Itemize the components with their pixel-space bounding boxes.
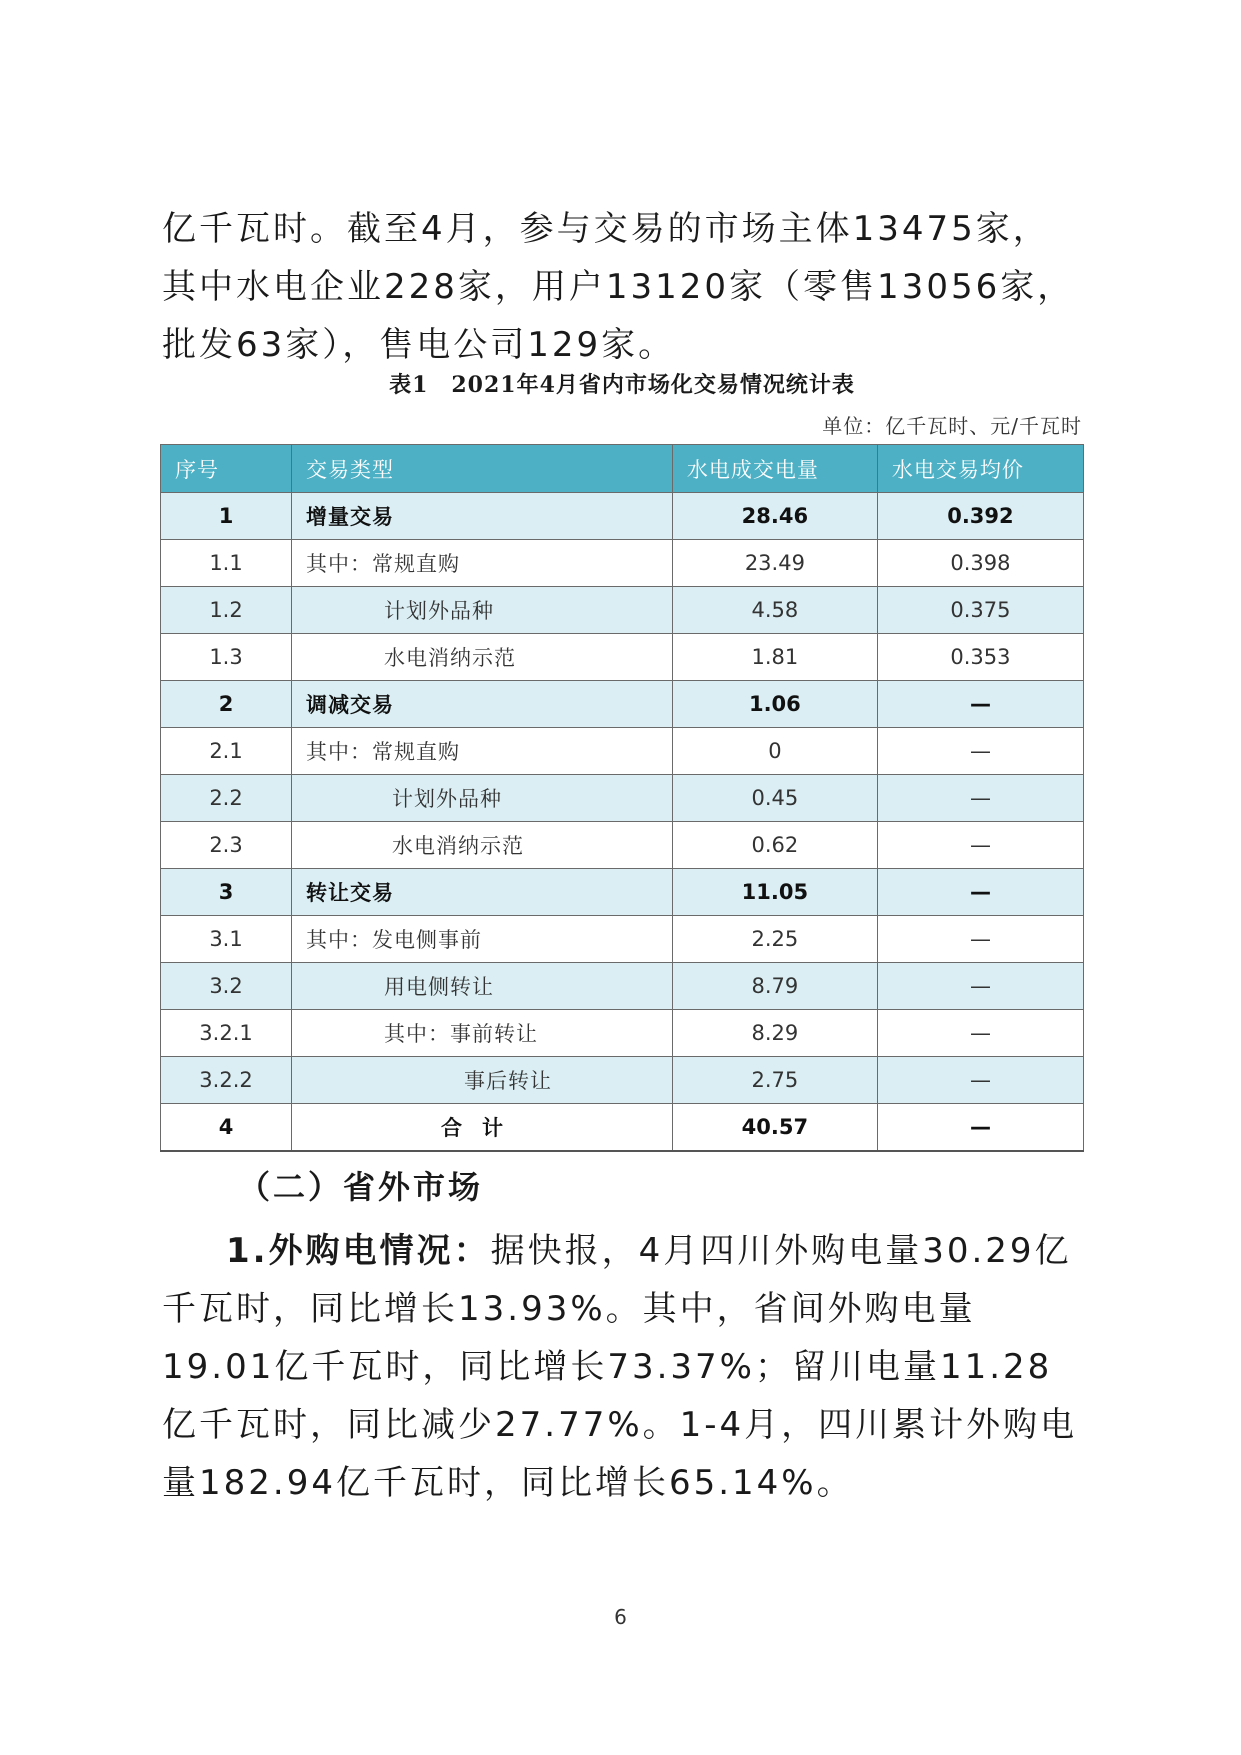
table-row bbox=[161, 963, 1084, 1010]
row-type: 其中：事前转让 bbox=[292, 1010, 673, 1057]
row-no: 1.2 bbox=[161, 587, 292, 634]
row-type: 用电侧转让 bbox=[292, 963, 673, 1010]
row-volume: 4.58 bbox=[672, 587, 877, 634]
table-row bbox=[161, 1010, 1084, 1057]
row-type: 调减交易 bbox=[292, 681, 673, 728]
table-total-row bbox=[161, 1104, 1084, 1152]
row-price: — bbox=[877, 775, 1083, 822]
row-no: 2.1 bbox=[161, 728, 292, 775]
table-row bbox=[161, 493, 1084, 540]
table-row bbox=[161, 728, 1084, 775]
row-no: 3.2.1 bbox=[161, 1010, 292, 1057]
row-volume: 2.25 bbox=[672, 916, 877, 963]
table-row bbox=[161, 822, 1084, 869]
section-heading: （二）省外市场 bbox=[238, 1168, 484, 1206]
table-row bbox=[161, 775, 1084, 822]
table-unit-note: 单位：亿千瓦时、元/千瓦时 bbox=[822, 414, 1082, 438]
table-row bbox=[161, 916, 1084, 963]
row-volume: 8.79 bbox=[672, 963, 877, 1010]
table-row bbox=[161, 634, 1084, 681]
row-type: 增量交易 bbox=[292, 493, 673, 540]
row-price: — bbox=[877, 1010, 1083, 1057]
row-price: — bbox=[877, 681, 1083, 728]
row-type: 水电消纳示范 bbox=[292, 634, 673, 681]
row-no: 1 bbox=[161, 493, 292, 540]
row-type: 其中：常规直购 bbox=[292, 728, 673, 775]
row-volume: 0 bbox=[672, 728, 877, 775]
row-no: 3 bbox=[161, 869, 292, 916]
row-volume: 1.81 bbox=[672, 634, 877, 681]
row-volume: 11.05 bbox=[672, 869, 877, 916]
row-volume: 2.75 bbox=[672, 1057, 877, 1104]
row-price: — bbox=[877, 916, 1083, 963]
row-type: 其中：常规直购 bbox=[292, 540, 673, 587]
row-price: — bbox=[877, 728, 1083, 775]
page-number: 6 bbox=[614, 1605, 627, 1629]
intro-paragraph: 亿千瓦时。截至4月，参与交易的市场主体13475家，其中水电企业228家，用户13120家（零售13056家，批发63家），售电公司129家。 bbox=[162, 209, 1075, 365]
row-volume: 8.29 bbox=[672, 1010, 877, 1057]
row-volume: 40.57 bbox=[672, 1104, 877, 1152]
row-type: 水电消纳示范 bbox=[292, 822, 673, 869]
row-type: 其中：发电侧事前 bbox=[292, 916, 673, 963]
row-no: 1.1 bbox=[161, 540, 292, 587]
row-no: 1.3 bbox=[161, 634, 292, 681]
row-price: — bbox=[877, 822, 1083, 869]
row-no: 4 bbox=[161, 1104, 292, 1152]
table-row bbox=[161, 681, 1084, 728]
row-no: 2.3 bbox=[161, 822, 292, 869]
row-type: 事后转让 bbox=[292, 1057, 673, 1104]
row-no: 3.2.2 bbox=[161, 1057, 292, 1104]
table-caption: 表1 2021年4月省内市场化交易情况统计表 bbox=[389, 372, 855, 398]
header-type: 交易类型 bbox=[292, 445, 673, 493]
row-volume: 0.62 bbox=[672, 822, 877, 869]
row-no: 2 bbox=[161, 681, 292, 728]
row-type: 合计 bbox=[292, 1104, 673, 1152]
table-row bbox=[161, 587, 1084, 634]
purchase-lead: 1.外购电情况： bbox=[226, 1231, 491, 1271]
purchase-text: 据快报，4月四川外购电量30.29亿千瓦时，同比增长13.93%。其中，省间外购电量19.01亿千瓦时，同比增长73.37%；留川电量11.28亿千瓦时，同比减少27.77%。1-4月，四川累计外购电量182.94亿千瓦时，同比增长65.14%。 bbox=[162, 1231, 1078, 1503]
row-volume: 23.49 bbox=[672, 540, 877, 587]
header-price: 水电交易均价 bbox=[877, 445, 1083, 493]
row-type: 转让交易 bbox=[292, 869, 673, 916]
row-price: 0.398 bbox=[877, 540, 1083, 587]
row-type: 计划外品种 bbox=[292, 775, 673, 822]
row-volume: 0.45 bbox=[672, 775, 877, 822]
market-trading-table bbox=[160, 444, 1084, 1152]
row-price: 0.392 bbox=[877, 493, 1083, 540]
row-no: 3.2 bbox=[161, 963, 292, 1010]
row-price: — bbox=[877, 963, 1083, 1010]
row-volume: 28.46 bbox=[672, 493, 877, 540]
row-price: — bbox=[877, 1057, 1083, 1104]
row-price: — bbox=[877, 1104, 1083, 1152]
table-row bbox=[161, 1057, 1084, 1104]
table-header-row bbox=[161, 445, 1084, 493]
table-row bbox=[161, 869, 1084, 916]
row-price: — bbox=[877, 869, 1083, 916]
row-price: 0.375 bbox=[877, 587, 1083, 634]
purchase-paragraph bbox=[162, 1222, 1082, 1512]
row-type: 计划外品种 bbox=[292, 587, 673, 634]
table-row bbox=[161, 540, 1084, 587]
row-no: 2.2 bbox=[161, 775, 292, 822]
row-volume: 1.06 bbox=[672, 681, 877, 728]
header-volume: 水电成交电量 bbox=[672, 445, 877, 493]
row-no: 3.1 bbox=[161, 916, 292, 963]
header-no: 序号 bbox=[161, 445, 292, 493]
row-price: 0.353 bbox=[877, 634, 1083, 681]
